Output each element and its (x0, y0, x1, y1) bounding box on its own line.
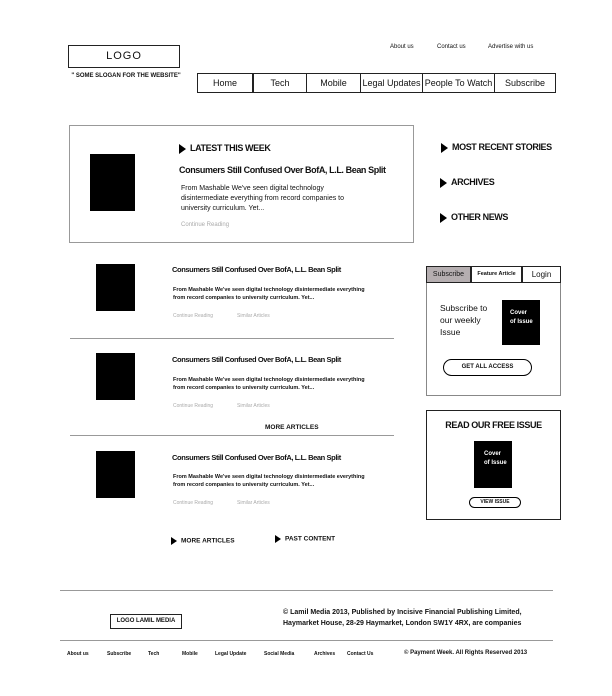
footer-rights: © Payment Week. All Rights Reserved 2013 (404, 650, 528, 656)
footer-copyright-line2: Haymarket House, 28-29 Haymarket, London SW1Y 4RX, are companies (283, 620, 522, 627)
divider (70, 338, 394, 339)
tab-subscribe[interactable]: Subscribe (426, 266, 471, 283)
more-articles-link[interactable]: MORE ARTICLES (171, 537, 235, 545)
top-link-contact[interactable]: Contact us (437, 44, 466, 50)
footer-logo[interactable]: LOGO LAMIL MEDIA (110, 614, 182, 629)
subscribe-text: Subscribe to our weekly Issue (440, 303, 488, 337)
view-issue-button[interactable]: VIEW ISSUE (469, 497, 521, 508)
more-articles-mid-link[interactable]: MORE ARTICLES (265, 424, 319, 431)
footer-link-mobile[interactable]: Mobile (182, 651, 198, 657)
play-arrow-icon (275, 535, 281, 543)
footer-divider (60, 640, 553, 641)
archives-link[interactable]: ARCHIVES (440, 177, 494, 188)
footer-divider (60, 590, 553, 591)
get-all-access-button[interactable]: GET ALL ACCESS (443, 359, 532, 376)
top-link-about[interactable]: About us (390, 44, 414, 50)
article-title[interactable]: Consumers Still Confused Over BofA, L.L. Bean Split (172, 453, 341, 462)
article-continue-link[interactable]: Continue Reading (173, 500, 214, 506)
play-arrow-icon (440, 178, 447, 188)
free-issue-cover-label: Cover of Issue (484, 451, 507, 466)
article-similar-link[interactable]: Similar Articles (237, 403, 270, 409)
main-nav (197, 73, 556, 93)
footer-link-archives[interactable]: Archives (314, 651, 336, 657)
nav-mobile[interactable]: Mobile (307, 74, 361, 92)
top-link-advertise[interactable]: Advertise with us (488, 44, 534, 50)
most-recent-stories-link[interactable]: MOST RECENT STORIES (441, 142, 552, 153)
featured-excerpt: From Mashable We've seen digital technology disintermediate everything from record companies to university curriculum. Yet... (181, 185, 345, 212)
footer-link-subscribe[interactable]: Subscribe (107, 651, 132, 657)
nav-legal-updates[interactable]: Legal Updates (361, 74, 423, 92)
nav-subscribe[interactable]: Subscribe (504, 78, 546, 88)
article-title[interactable]: Consumers Still Confused Over BofA, L.L. Bean Split (172, 355, 341, 364)
logo[interactable]: LOGO (68, 45, 180, 68)
featured-section-label: LATEST THIS WEEK (179, 143, 270, 154)
article-excerpt: From Mashable We've seen digital technology disintermediate everything from record companies to university curriculum. Yet... (173, 377, 365, 391)
footer-link-social-media[interactable]: Social Media (264, 651, 295, 657)
article-excerpt: From Mashable We've seen digital technology disintermediate everything from record companies to university curriculum. Yet... (173, 474, 365, 488)
footer-link-about[interactable]: About us (67, 651, 89, 657)
divider (70, 435, 394, 436)
article-similar-link[interactable]: Similar Articles (237, 500, 270, 506)
slogan: " SOME SLOGAN FOR THE WEBSITE" (71, 73, 181, 79)
issue-cover-label: Cover of Issue (510, 310, 533, 325)
footer-copyright-line1: © Lamil Media 2013, Published by Incisive Financial Publishing Limited, (283, 609, 522, 616)
nav-people-to-watch[interactable]: People To Watch (423, 74, 495, 92)
tab-feature-article[interactable]: Feature Article (471, 266, 522, 283)
play-arrow-icon (440, 213, 447, 223)
article-thumbnail[interactable] (96, 451, 135, 498)
play-arrow-icon (171, 537, 177, 545)
play-arrow-icon (179, 144, 186, 154)
tab-login[interactable]: Login (522, 266, 561, 283)
nav-home[interactable]: Home (198, 74, 254, 92)
featured-title[interactable]: Consumers Still Confused Over BofA, L.L. Bean Split (179, 165, 386, 175)
article-excerpt: From Mashable We've seen digital technology disintermediate everything from record companies to university curriculum. Yet... (173, 287, 365, 301)
article-similar-link[interactable]: Similar Articles (237, 313, 270, 319)
footer-link-legal-update[interactable]: Legal Update (215, 651, 247, 657)
article-thumbnail[interactable] (96, 264, 135, 311)
nav-tech[interactable]: Tech (254, 74, 307, 92)
free-issue-title: READ OUR FREE ISSUE (445, 420, 542, 430)
article-thumbnail[interactable] (96, 353, 135, 400)
featured-continue-link[interactable]: Continue Reading (181, 222, 230, 228)
footer-link-contact[interactable]: Contact Us (347, 651, 374, 657)
play-arrow-icon (441, 143, 448, 153)
article-continue-link[interactable]: Continue Reading (173, 313, 214, 319)
article-continue-link[interactable]: Continue Reading (173, 403, 214, 409)
footer-link-tech[interactable]: Tech (148, 651, 160, 657)
past-content-link[interactable]: PAST CONTENT (275, 535, 335, 543)
other-news-link[interactable]: OTHER NEWS (440, 212, 508, 223)
featured-thumbnail[interactable] (90, 154, 135, 211)
article-title[interactable]: Consumers Still Confused Over BofA, L.L. Bean Split (172, 265, 341, 274)
